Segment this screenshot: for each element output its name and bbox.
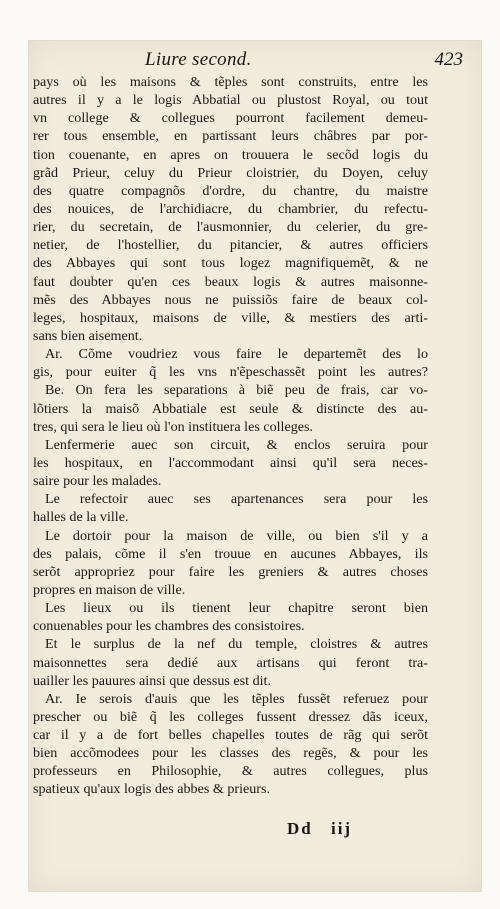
text-line: propres en maison de ville. [33, 581, 186, 598]
text-line: professeurs en Philosophie, & autres collegues, plus [33, 763, 428, 780]
text-line: grãd Prieur, celuy du Prieur cloistrier, du Doyen, celuy [33, 164, 428, 181]
text-line: sans bien aisement. [33, 327, 143, 344]
text-line: Ar. Ie serois d'auis que les tẽples fussẽt referuez pour [45, 690, 428, 707]
text-line: gis, pour euiter q̃ les vns n'ẽpeschassẽt point les autres? [33, 364, 428, 381]
text-line: spatieux qu'aux logis des abbes & prieurs. [33, 781, 270, 798]
text-line: mẽs des Abbayes nous ne puissiõs faire de beaux col- [33, 291, 428, 308]
page-header [29, 49, 481, 73]
text-line: Be. On fera les separations à biẽ peu de frais, car vo- [45, 382, 428, 399]
text-line: car il y a de fort belles chapelles toutes de rãg qui serõt [33, 727, 428, 744]
text-line: vn college & collegues pourront facilement demeu- [33, 110, 428, 127]
signature-mark [287, 819, 364, 839]
text-line: Et le surplus de la nef du temple, cloistres & autres [45, 636, 428, 653]
page-number: 423 [434, 49, 463, 70]
text-line: Lenfermerie auec son circuit, & enclos seruira pour [45, 436, 428, 453]
text-line: conuenables pour les chambres des consistoires. [33, 618, 305, 635]
text-line: saire pour les malades. [33, 473, 162, 490]
text-line: bien accõmodees pour les classes des regẽs, & pour les [33, 745, 428, 762]
text-line: Ar. Cõme voudriez vous faire le departemẽt des lo [45, 346, 428, 363]
text-line: les hospitaux, en l'accommodant ainsi qu'il sera neces- [33, 454, 428, 471]
text-line: faut doubter qu'en ces beaux logis & autres maisonne- [33, 273, 428, 290]
text-line: Les lieux ou ils tienent leur chapitre seront bien [45, 600, 428, 617]
body-text [33, 73, 428, 799]
text-line: des nouices, de l'archidiacre, du chambrier, du refectu- [33, 200, 428, 217]
text-line: des palais, cõme il s'en trouue en aucunes Abbayes, ils [33, 545, 428, 562]
text-line: uailler les pauures ainsi que dessus est dit. [33, 672, 271, 689]
text-line: des Abbayes qui sont tous logez magnifiquemẽt, & ne [33, 255, 428, 272]
text-line: tres, qui sera le lieu où l'on instituera les colleges. [33, 418, 314, 435]
text-line: maisonnettes sera dedié aux artisans qui feront tra- [33, 654, 428, 671]
text-line: autres il y a le logis Abbatial ou plustost Royal, ou tout [33, 92, 428, 109]
signature-leaf: iij [330, 819, 353, 838]
book-page [28, 40, 482, 892]
text-line: Le dortoir pour la maison de ville, ou bien s'il y a [45, 527, 428, 544]
text-line: serõt appropriez pour faire les greniers & autres choses [33, 563, 428, 580]
text-line: rier, du secretain, de l'ausmonnier, du celerier, du gre- [33, 219, 428, 236]
text-line: prescher ou biẽ q̃ les colleges fussent dressez dãs iceux, [33, 708, 428, 725]
text-line: halles de la ville. [33, 509, 129, 526]
text-line: rer tous ensemble, en partissant leurs châbres par por- [33, 128, 428, 145]
text-line: leges, hospitaux, maisons de ville, & mestiers des arti- [33, 309, 428, 326]
text-line: tion couenante, en apres on trouuera le secõd logis du [33, 146, 428, 163]
text-line: des quatre compagnõs d'ordre, du chantre, du maistre [33, 182, 428, 199]
signature-letters: Dd [287, 819, 313, 838]
running-title: Liure second. [145, 49, 252, 70]
text-line: lõtiers la maisõ Abbatiale est seule & distincte des au- [33, 400, 428, 417]
text-line: pays où les maisons & tẽples sont construits, entre les [33, 74, 428, 90]
text-line: netier, de l'hostellier, du pitancier, & autres officiers [33, 237, 428, 254]
text-line: Le refectoir auec ses apartenances sera pour les [45, 491, 428, 508]
